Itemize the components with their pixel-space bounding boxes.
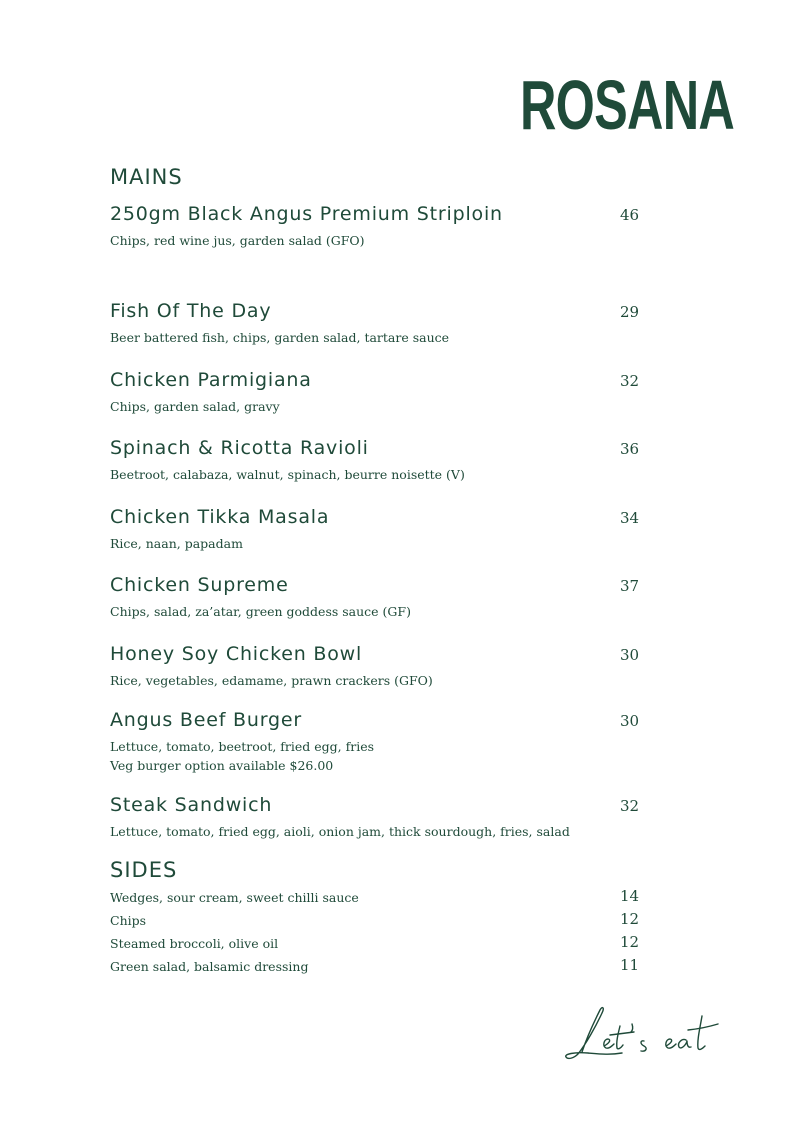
menu-item-description: Chips, garden salad, gravy	[110, 399, 280, 414]
menu-item-price: 29	[620, 303, 640, 321]
menu-item-description: Lettuce, tomato, beetroot, fried egg, fries	[110, 739, 375, 754]
menu-item-name: Steak Sandwich	[110, 794, 273, 816]
menu-item	[110, 706, 650, 775]
side-item-price: 12	[620, 933, 640, 951]
menu-item-name: Fish Of The Day	[110, 300, 272, 322]
menu-item-price: 46	[620, 206, 640, 224]
sides-list	[110, 888, 650, 980]
side-item-name: Chips	[110, 913, 147, 928]
side-item-price: 14	[620, 887, 640, 905]
menu-item-price: 30	[620, 646, 640, 664]
menu-item-name: Chicken Parmigiana	[110, 369, 312, 391]
menu-item-price: 32	[620, 797, 640, 815]
menu-item-price: 30	[620, 712, 640, 730]
menu-item	[110, 503, 650, 553]
menu-item-name: 250gm Black Angus Premium Striploin	[110, 203, 503, 225]
mains-section-title: MAINS	[110, 165, 183, 189]
menu-item-description: Beer battered fish, chips, garden salad, tartare sauce	[110, 330, 450, 345]
menu-item-description: Chips, red wine jus, garden salad (GFO)	[110, 233, 365, 248]
side-item	[110, 911, 650, 934]
menu-item	[110, 434, 650, 484]
side-item-price: 11	[620, 956, 640, 974]
menu-item-price: 34	[620, 509, 640, 527]
menu-item-price: 32	[620, 372, 640, 390]
menu-item	[110, 366, 650, 416]
brand-logo: ROSANA	[520, 66, 735, 144]
menu-item-description: Beetroot, calabaza, walnut, spinach, beurre noisette (V)	[110, 467, 465, 482]
side-item-name: Green salad, balsamic dressing	[110, 959, 309, 974]
sides-section-title: SIDES	[110, 858, 178, 882]
menu-item	[110, 791, 650, 841]
side-item	[110, 957, 650, 980]
menu-item	[110, 200, 650, 250]
menu-item-description: Chips, salad, za’atar, green goddess sauce (GF)	[110, 604, 411, 619]
side-item-name: Wedges, sour cream, sweet chilli sauce	[110, 890, 359, 905]
menu-item-name: Spinach & Ricotta Ravioli	[110, 437, 369, 459]
menu-item-description: Rice, vegetables, edamame, prawn crackers (GFO)	[110, 673, 433, 688]
menu-item-name: Angus Beef Burger	[110, 709, 302, 731]
menu-item	[110, 297, 650, 347]
side-item-name: Steamed broccoli, olive oil	[110, 936, 279, 951]
lets-eat-signature	[560, 1000, 725, 1070]
menu-item	[110, 571, 650, 621]
menu-item-name: Chicken Tikka Masala	[110, 506, 330, 528]
menu-item-name: Chicken Supreme	[110, 574, 289, 596]
menu-item-name: Honey Soy Chicken Bowl	[110, 643, 363, 665]
side-item-price: 12	[620, 910, 640, 928]
menu-item-description: Rice, naan, papadam	[110, 536, 243, 551]
menu-item-price: 37	[620, 577, 640, 595]
side-item	[110, 934, 650, 957]
side-item	[110, 888, 650, 911]
menu-item-note: Veg burger option available $26.00	[110, 758, 334, 773]
menu-item	[110, 640, 650, 690]
menu-item-price: 36	[620, 440, 640, 458]
menu-item-description: Lettuce, tomato, fried egg, aioli, onion jam, thick sourdough, fries, salad	[110, 824, 570, 839]
